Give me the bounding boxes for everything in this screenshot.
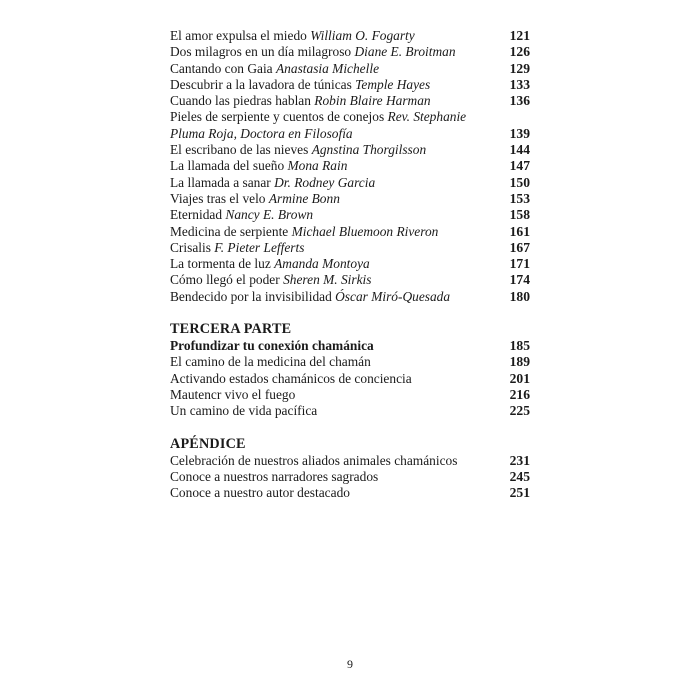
toc-entry bbox=[170, 207, 532, 223]
entry-page-number: 231 bbox=[509, 452, 530, 468]
toc-entry bbox=[170, 224, 532, 240]
entry-title: Conoce a nuestros narradores sagrados bbox=[170, 468, 379, 484]
toc-entry bbox=[170, 109, 532, 142]
entry-author: Diane E. Broitman bbox=[354, 44, 456, 60]
toc-entry bbox=[170, 142, 532, 158]
entry-title: Cantando con Gaia bbox=[170, 60, 273, 76]
entry-page-number: 144 bbox=[509, 142, 530, 158]
entry-page-number: 216 bbox=[509, 386, 530, 402]
toc-entry bbox=[170, 272, 532, 288]
entry-title: El escribano de las nieves bbox=[170, 142, 309, 158]
toc-entry bbox=[170, 371, 532, 387]
page-number: 9 bbox=[347, 657, 353, 671]
entry-title: Un camino de vida pacífica bbox=[170, 403, 318, 419]
toc-entry bbox=[170, 28, 532, 44]
entry-author: Armine Bonn bbox=[268, 190, 340, 206]
entry-title: Medicina de serpiente bbox=[170, 223, 289, 239]
toc-entry bbox=[170, 93, 532, 109]
entry-page-number: 121 bbox=[509, 28, 530, 43]
entry-page-number: 180 bbox=[509, 288, 530, 304]
entry-author: Dr. Rodney Garcia bbox=[274, 174, 376, 190]
entry-author: Temple Hayes bbox=[355, 76, 431, 92]
entry-author: Mona Rain bbox=[287, 158, 348, 174]
entry-author: Óscar Miró-Quesada bbox=[335, 288, 451, 304]
toc-subheading-entry bbox=[170, 338, 532, 354]
entry-page-number: 245 bbox=[509, 468, 530, 484]
entry-author: William O. Fogarty bbox=[310, 28, 415, 43]
entry-page-number: 167 bbox=[509, 239, 530, 255]
table-of-contents bbox=[170, 28, 532, 501]
toc-entry bbox=[170, 256, 532, 272]
section-heading: APÉNDICE bbox=[170, 435, 246, 452]
entry-page-number: 139 bbox=[509, 125, 530, 141]
entry-title: La tormenta de luz bbox=[170, 256, 271, 272]
entry-page-number: 133 bbox=[509, 76, 530, 92]
entry-author: Sheren M. Sirkis bbox=[283, 272, 372, 288]
entry-title: El camino de la medicina del chamán bbox=[170, 354, 371, 370]
entry-author: Michael Bluemoon Riveron bbox=[291, 223, 439, 239]
section-subheading: Profundizar tu conexión chamánica bbox=[170, 338, 374, 354]
entry-page-number: 174 bbox=[509, 272, 530, 288]
entry-title: Mautencr vivo el fuego bbox=[170, 386, 296, 402]
toc-entry bbox=[170, 453, 532, 469]
entry-title: El amor expulsa el miedo bbox=[170, 28, 307, 43]
toc-part-three bbox=[170, 321, 532, 419]
entry-title: Cómo llegó el poder bbox=[170, 272, 280, 288]
entry-page-number: 161 bbox=[509, 223, 530, 239]
entry-author-continued: Pluma Roja, Doctora en Filosofía bbox=[170, 125, 353, 141]
entry-page-number: 189 bbox=[509, 354, 530, 370]
entry-author: Robin Blaire Harman bbox=[314, 93, 431, 109]
toc-entry bbox=[170, 44, 532, 60]
entry-page-number: 147 bbox=[509, 158, 530, 174]
entry-title: Activando estados chamánicos de conciencia bbox=[170, 370, 412, 386]
entry-title: Viajes tras el velo bbox=[170, 190, 266, 206]
toc-entry bbox=[170, 354, 532, 370]
entry-author: Amanda Montoya bbox=[274, 256, 370, 272]
toc-entry bbox=[170, 469, 532, 485]
entry-title: Bendecido por la invisibilidad bbox=[170, 288, 332, 304]
entry-title: La llamada del sueño bbox=[170, 158, 285, 174]
section-heading: TERCERA PARTE bbox=[170, 321, 292, 338]
toc-entry bbox=[170, 240, 532, 256]
entry-author: F. Pieter Lefferts bbox=[214, 239, 305, 255]
entry-page-number: 126 bbox=[509, 44, 530, 60]
toc-entry bbox=[170, 158, 532, 174]
entry-author: Rev. Stephanie bbox=[387, 109, 467, 125]
entry-page-number: 153 bbox=[509, 190, 530, 206]
entry-title: Descubrir a la lavadora de túnicas bbox=[170, 76, 352, 92]
entry-author: Anastasia Michelle bbox=[276, 60, 380, 76]
entry-title: Cuando las piedras hablan bbox=[170, 93, 311, 109]
entry-title: Conoce a nuestro autor destacado bbox=[170, 485, 350, 501]
entry-page-number: 251 bbox=[509, 485, 530, 501]
entry-page-number: 225 bbox=[509, 403, 530, 419]
toc-entry bbox=[170, 61, 532, 77]
entry-title: Eternidad bbox=[170, 207, 223, 223]
entry-page-number: 171 bbox=[509, 256, 530, 272]
entry-title: Celebración de nuestros aliados animales chamánicos bbox=[170, 452, 458, 468]
toc-entry bbox=[170, 403, 532, 419]
entry-page-number: 150 bbox=[509, 174, 530, 190]
toc-entry bbox=[170, 387, 532, 403]
toc-entry bbox=[170, 289, 532, 305]
entry-title: Dos milagros en un día milagroso bbox=[170, 44, 352, 60]
entry-title: La llamada a sanar bbox=[170, 174, 271, 190]
toc-entry bbox=[170, 175, 532, 191]
entry-title: Pieles de serpiente y cuentos de conejos bbox=[170, 109, 385, 125]
toc-part-two-list bbox=[170, 28, 532, 305]
entry-page-number: 185 bbox=[509, 338, 530, 354]
entry-page-number: 201 bbox=[509, 370, 530, 386]
toc-entry bbox=[170, 191, 532, 207]
toc-entry bbox=[170, 77, 532, 93]
entry-page-number: 158 bbox=[509, 207, 530, 223]
toc-entry bbox=[170, 485, 532, 501]
entry-page-number: 129 bbox=[509, 60, 530, 76]
toc-appendix bbox=[170, 436, 532, 502]
entry-author: Agnstina Thorgilsson bbox=[311, 142, 427, 158]
entry-page-number: 136 bbox=[509, 93, 530, 109]
entry-title: Crisalis bbox=[170, 239, 211, 255]
entry-author: Nancy E. Brown bbox=[225, 207, 314, 223]
